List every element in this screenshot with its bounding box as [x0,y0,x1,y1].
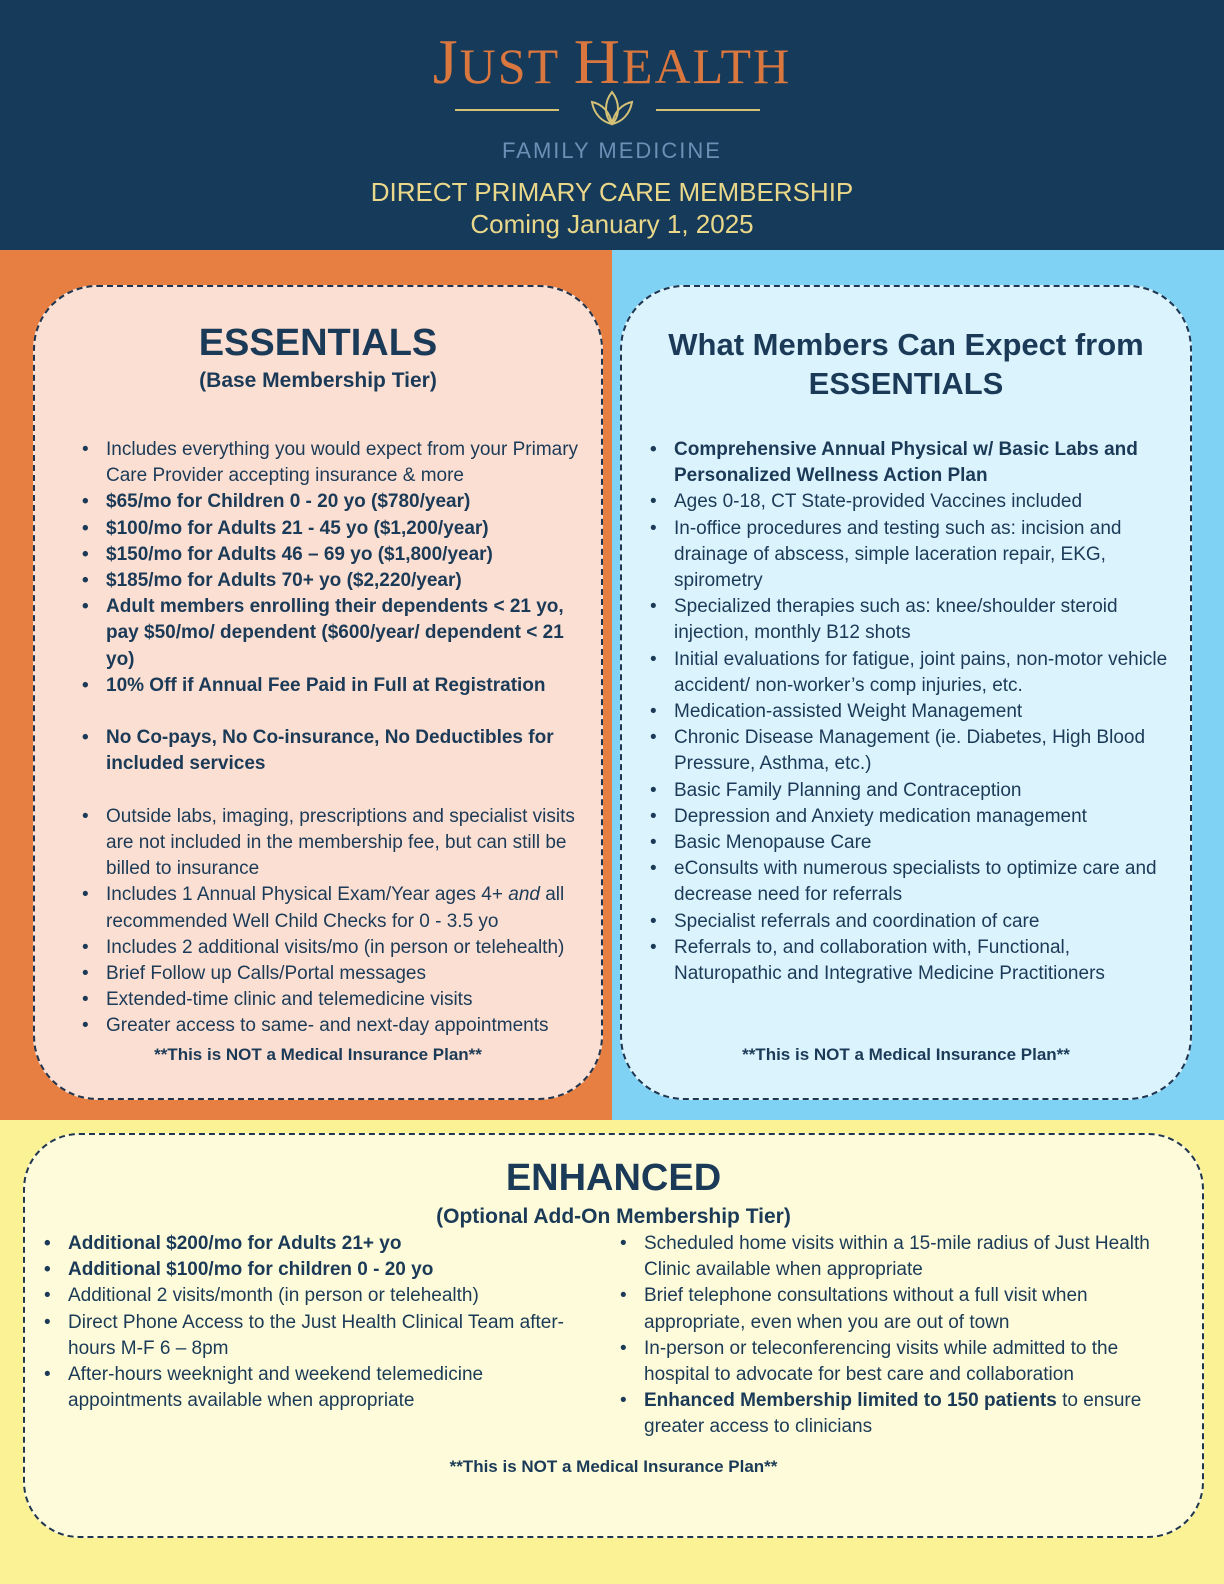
logo-wordmark: JUST HEALTH [432,26,792,97]
list-item: • Greater access to same- and next-day appointments [80,1013,595,1039]
list-item: • After-hours weeknight and weekend telemedicine appointments available when appropriate [42,1362,597,1414]
lotus-icon [588,88,636,128]
expect-card [620,285,1192,1100]
expect-disclaimer: **This is NOT a Medical Insurance Plan** [742,1045,1070,1064]
list-item: • Direct Phone Access to the Just Health Clinical Team after-hours M-F 6 – 8pm [42,1310,597,1362]
list-item: • Specialist referrals and coordination of care [648,909,1168,935]
list-item: • In-office procedures and testing such as: incision and drainage of abscess, simple laceration repair, EKG, spirometry [648,516,1168,595]
list-item: • Enhanced Membership limited to 150 patients to ensure greater access to clinicians [618,1388,1178,1440]
list-item: • Scheduled home visits within a 15-mile radius of Just Health Clinic available when appropriate [618,1231,1178,1283]
list-item: • $65/mo for Children 0 - 20 yo ($780/year) [80,489,595,515]
list-item: • Includes everything you would expect from your Primary Care Provider accepting insurance & more [80,437,595,489]
list-item: • Additional $100/mo for children 0 - 20 yo [42,1257,597,1283]
list-item: • Specialized therapies such as: knee/shoulder steroid injection, monthly B12 shots [648,594,1168,646]
list-item: • Basic Family Planning and Contraception [648,778,1168,804]
program-title: DIRECT PRIMARY CARE MEMBERSHIP [370,177,854,207]
list-item: • Chronic Disease Management (ie. Diabetes, High Blood Pressure, Asthma, etc.) [648,725,1168,777]
list-item: • Ages 0-18, CT State-provided Vaccines included [648,489,1168,515]
list-item: • $100/mo for Adults 21 - 45 yo ($1,200/year) [80,516,595,542]
list-item: • Outside labs, imaging, prescriptions and specialist visits are not included in the membership fee, but can still be billed to insurance [80,804,595,883]
list-item: • Brief Follow up Calls/Portal messages [80,961,595,987]
list-item: • Brief telephone consultations without a full visit when appropriate, even when you are out of town [618,1283,1178,1335]
list-item: • Additional 2 visits/month (in person or telehealth) [42,1283,597,1309]
enhanced-list-left [42,1231,597,1414]
list-item: • In-person or teleconferencing visits while admitted to the hospital to advocate for best care and collaboration [618,1336,1178,1388]
list-item: • Depression and Anxiety medication management [648,804,1168,830]
essentials-subtitle: (Base Membership Tier) [199,369,437,392]
list-item: • Extended-time clinic and telemedicine visits [80,987,595,1013]
essentials-disclaimer: **This is NOT a Medical Insurance Plan** [154,1045,482,1064]
launch-date: Coming January 1, 2025 [470,209,754,239]
logo-rule-left [455,109,559,111]
list-item: • $185/mo for Adults 70+ yo ($2,220/year) [80,568,595,594]
list-item: • Adult members enrolling their dependents < 21 yo, pay $50/mo/ dependent ($600/year/ dependent < 21 yo) [80,594,595,673]
list-item: • Referrals to, and collaboration with, Functional, Naturopathic and Integrative Medicine Practitioners [648,935,1168,987]
enhanced-card [23,1133,1204,1538]
essentials-card [33,285,603,1100]
list-item: • Basic Menopause Care [648,830,1168,856]
enhanced-list-right [618,1231,1178,1441]
list-item: • Includes 2 additional visits/mo (in person or telehealth) [80,935,595,961]
enhanced-subtitle: (Optional Add-On Membership Tier) [436,1205,791,1228]
list-item: • 10% Off if Annual Fee Paid in Full at Registration [80,673,595,699]
expect-list [648,437,1168,987]
enhanced-disclaimer: **This is NOT a Medical Insurance Plan** [449,1457,778,1476]
essentials-title: ESSENTIALS [198,322,438,364]
logo-rule-right [656,109,760,111]
essentials-list [80,437,595,1040]
expect-title: What Members Can Expect from ESSENTIALS [668,327,1144,401]
list-item: • No Co-pays, No Co-insurance, No Deductibles for included services [80,725,595,777]
list-item: • Includes 1 Annual Physical Exam/Year ages 4+ and all recommended Well Child Checks for 0 - 3.5 yo [80,882,595,934]
list-item: • Medication-assisted Weight Management [648,699,1168,725]
logo-subtitle: FAMILY MEDICINE [502,138,722,163]
enhanced-title: ENHANCED [505,1157,722,1199]
list-item: • eConsults with numerous specialists to optimize care and decrease need for referrals [648,856,1168,908]
list-item: • Additional $200/mo for Adults 21+ yo [42,1231,597,1257]
list-item: • $150/mo for Adults 46 – 69 yo ($1,800/year) [80,542,595,568]
header-banner [0,0,1224,250]
list-item: • Comprehensive Annual Physical w/ Basic Labs and Personalized Wellness Action Plan [648,437,1168,489]
list-item: • Initial evaluations for fatigue, joint pains, non-motor vehicle accident/ non-worker’s comp injuries, etc. [648,647,1168,699]
